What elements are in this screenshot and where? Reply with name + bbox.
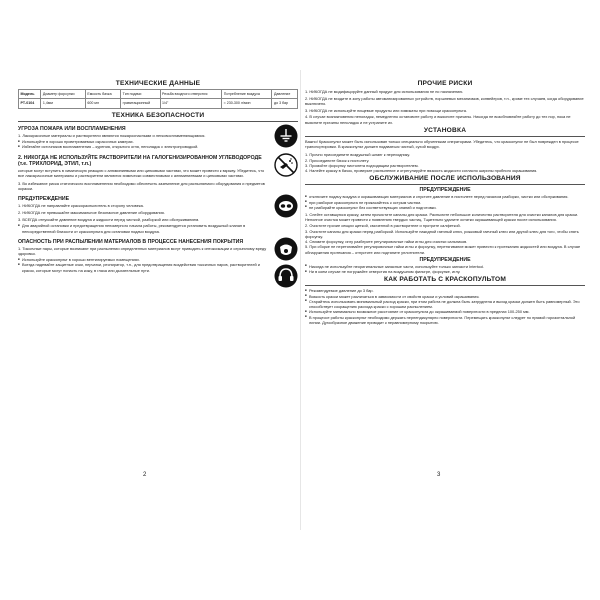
setup-step: 3. Промойте форсунку пистолета подходящим растворителем. <box>305 162 419 168</box>
face-shield-icon <box>274 194 298 218</box>
table-cell: 1,4мм <box>41 99 85 108</box>
table-header: Резьба входного отверстия <box>160 90 222 99</box>
risk-item: 2. НИКОГДА не входите в зону работы автоматизированных устройств, поршневых механизмов, конвейеров, т.п., кроме тех случаев, когда оборудование выключено. <box>305 95 584 106</box>
service-step: 4. Снимите форсунку, иглу разберите регулировочные гайки иглы для очистки сальников. <box>305 239 468 245</box>
table-cell: РТ-0104 <box>19 99 41 108</box>
no-spray-icon <box>274 153 298 177</box>
tech-data-table <box>18 89 298 109</box>
table-header-row <box>19 90 298 99</box>
setup-title: УСТАНОВКА <box>423 126 467 134</box>
list-item: ■ Всегда надевайте защитные очки, перчатки, респиратор, т.п., для предотвращения воздействия токсичных паров, растворителей и красок, которые могут попасть на кожу, в глаза или дыхательные пути. <box>18 262 270 272</box>
warning-item: 1. НИКОГДА не направляйте краскораспылитель в сторону человека. <box>18 203 144 209</box>
list-item: ■ Используйте краскопульт в хорошо вентилируемых помещениях. <box>18 257 270 262</box>
list-item: ■ отключите подачу воздуха и окрашивающих материалов и спустите давление в пистолете перед началом разборки, чистки или обслуживания. <box>305 194 585 199</box>
list-item: ■ не разбирайте краскопульт без соответствующих знаний и подготовки. <box>305 205 585 210</box>
table-header: Модель <box>19 90 41 99</box>
divider <box>18 121 298 122</box>
page-number-right: 3 <box>437 472 441 478</box>
table-header: Емкость бачка <box>85 90 120 99</box>
fire-text: 1. Лакокрасочные материалы и растворители являются пожароопасными и легковоспламеняющимися. <box>18 132 206 138</box>
table-header: Давление <box>272 90 298 99</box>
warning-section <box>18 194 298 235</box>
other-risks-title: ПРОЧИЕ РИСКИ <box>417 80 473 87</box>
hazard-heading: ОПАСНОСТЬ ПРИ РАСПЫЛЕНИИ МАТЕРИАЛОВ В ПРОЦЕССЕ НАНЕСЕНИЯ ПОКРЫТИЯ <box>18 238 244 245</box>
setup-step: 1. Прочно присоедините воздушный шланг к переходнику. <box>305 152 411 158</box>
risk-item: 3. НИКОГДА не используйте пищевые продукты или химикаты при помощи краскопульта. <box>305 107 467 113</box>
list-item: ■ В процессе работы краскопульт необходимо держать перпендикулярно поверхности. Перемещать краскопульт следует по прямой горизонтальной линии. Дугообразное движение приводит к неравномерному покрытию. <box>305 315 585 325</box>
table-cell: 1/4" <box>160 99 222 108</box>
service-title: ОБСЛУЖИВАНИЕ ПОСЛЕ ИСПОЛЬЗОВАНИЯ <box>369 175 521 183</box>
service-step: 3. Очистите каналы для краски перед разборкой. Используйте накидной гаечный ключ, рожковый гаечный ключ или другой ключ для того, чтобы снять форсунку. <box>305 228 579 239</box>
list-item: ■ Рекомендуемое давление до 3 бар. <box>305 288 585 293</box>
list-item: ■ Старайтесь использовать минимальный расход краски, при этом работа не должна быть затруднена и выход краски должен быть равномерный. Это способствует сокращению расхода краски с хорошим распылением. <box>305 299 585 309</box>
ear-protection-icon <box>274 264 298 288</box>
howto-title: КАК РАБОТАТЬ С КРАСКОПУЛЬТОМ <box>383 276 507 284</box>
table-cell: до 3 бар <box>272 99 298 108</box>
service-step: 1. Слейте оставшуюся краску, затем прочистите каналы для краски. Распылите небольшое количество растворителя для очистки каналов для краски. Неполное очистка может привести к появлению твердых частиц. Тщательно удалите остатки окрашивающей краски после использования. <box>305 211 579 222</box>
list-item: ■ при разборке краскопульта не прикасайтесь к острым частям. <box>305 200 585 205</box>
service-warning-heading: ПРЕДУПРЕЖДЕНИЕ <box>419 187 471 194</box>
page-right <box>305 78 585 518</box>
divider <box>305 285 585 286</box>
setup-intro: Важно! Краскопульт может быть использован только специально обученными операторами. Убедитесь, что краскопульт не был поврежден в процессе транспортировки. В краскопульт должен подаваться чистый, сухой воздух. <box>305 138 579 150</box>
hazard-text: 1. Токсичные пары, которые возникают при распылении определенных материалов могут приводить к интоксикации и серьезному вреду здоровья. <box>18 245 267 257</box>
setup-step: 2. Присоедините бачок к пистолету. <box>305 157 370 163</box>
gutter <box>300 70 301 530</box>
fire-heading: УГРОЗА ПОЖАРА ИЛИ ВОСПЛАМЕНЕНИЯ <box>18 125 126 132</box>
table-cell: 600 мл <box>85 99 120 108</box>
warning-item: 3. ВСЕГДА отпускайте давление воздуха и жидкости перед чисткой, разборкой или обслуживанием. <box>18 216 200 222</box>
list-item: ■ Никогда не используйте неоригинальные запасные части, используйте только запчасти Intertool. <box>305 264 585 269</box>
table-cell: ≈ 230-300 л/мин <box>222 99 272 108</box>
tech-data-title: ТЕХНИЧЕСКИЕ ДАННЫЕ <box>115 80 201 87</box>
risk-item: 4. В случае возникновения неполадок, немедленно остановите работу и выясните причины. Никогда не возобновляйте работу до тех пор, пока не выясните причины неполадок и не устраните их. <box>305 114 571 125</box>
table-header: Диаметр форсунки <box>41 90 85 99</box>
table-cell: гравитационный <box>121 99 160 108</box>
list-item: ■ Для аварийной остановки и предотвращения непомерного начала работы, рекомендуется установить воздушный клапан в непосредственной близости от краскопульта для остановки подачи воздуха. <box>18 223 270 233</box>
warning-item: 2. НИКОГДА не превышайте максимальное безопасное давление оборудования. <box>18 209 165 215</box>
risk-item: 1. НИКОГДА не модифицируйте данный продукт для использования не по назначению. <box>305 89 464 94</box>
list-item: ■ Избегайте источников воспламенения – курения, открытого огня, неполадок с электропроводкой. <box>18 144 270 149</box>
static-text: 3. Во избежание риска статического воспламенения необходимо обеспечить заземление для распыляемого оборудования и предметов окраски. <box>18 181 265 192</box>
list-item: ■ Вязкость краски может различаться в зависимости от свойств краски и условий окрашивания. <box>305 294 585 299</box>
safety-title: ТЕХНИКА БЕЗОПАСНОСТИ <box>111 111 205 119</box>
list-item: ■ Ни в коем случае не погружайте отверстия на воздушном фильтре, форсунке, иглу. <box>305 269 585 274</box>
divider <box>305 136 585 137</box>
solvents-text: которые могут вступить в химическую реакцию с алюминиевыми или цинковыми частями, что может привести к взрыву. Убедитесь, что все лакокрасочные материалы и растворители являются химически совместимыми с алюминиевыми и цинковыми частями. <box>18 167 265 178</box>
service-step: 5. При сборке не перетягивайте регулировочные гайки иглы и форсунку, перетягивание может привести к протеканию жидкостей или воздуха. В случае обнаружения протекания – отпустите или подтяните уплотнители. <box>305 244 581 255</box>
service-step: 2. Очистите прочие секции щеткой, смоченной в растворителе и протрите салфеткой. <box>305 223 461 229</box>
page-number-left: 2 <box>143 472 147 478</box>
table-row <box>19 99 298 108</box>
mask-icon <box>274 237 298 261</box>
hazard-section <box>18 237 298 288</box>
divider <box>305 184 585 185</box>
fire-section <box>18 124 298 151</box>
solvents-heading: 2. НИКОГДА НЕ ИСПОЛЬЗУЙТЕ РАСТВОРИТЕЛИ НА ГАЛОГЕНИЗИРОВАННОМ УГЛЕВОДОРОДЕ (т.е. ТРИХЛОРИД, ЭТИЛ, т.п.) <box>18 154 262 167</box>
table-header: Тип подачи <box>121 90 160 99</box>
list-item: ■ Используйте в хорошо проветриваемых окрасочных камерах. <box>18 139 270 144</box>
table-header: Потребление воздуха <box>222 90 272 99</box>
ground-icon <box>274 124 298 148</box>
warning-heading: ПРЕДУПРЕЖДЕНИЕ <box>18 195 70 202</box>
setup-step: 4. Налейте краску в бачок, проверьте распыление и отрегулируйте вязкость жидкости согласно ширины пробного окрашивания. <box>305 168 538 174</box>
solvents-section <box>18 153 298 192</box>
service-warning2-heading: ПРЕДУПРЕЖДЕНИЕ <box>419 256 471 263</box>
list-item: ■ Используйте минимально возможное расстояние от краскопульта до окрашиваемой поверхности в пределах 100-250 мм. <box>305 309 585 314</box>
page-left <box>18 78 298 518</box>
